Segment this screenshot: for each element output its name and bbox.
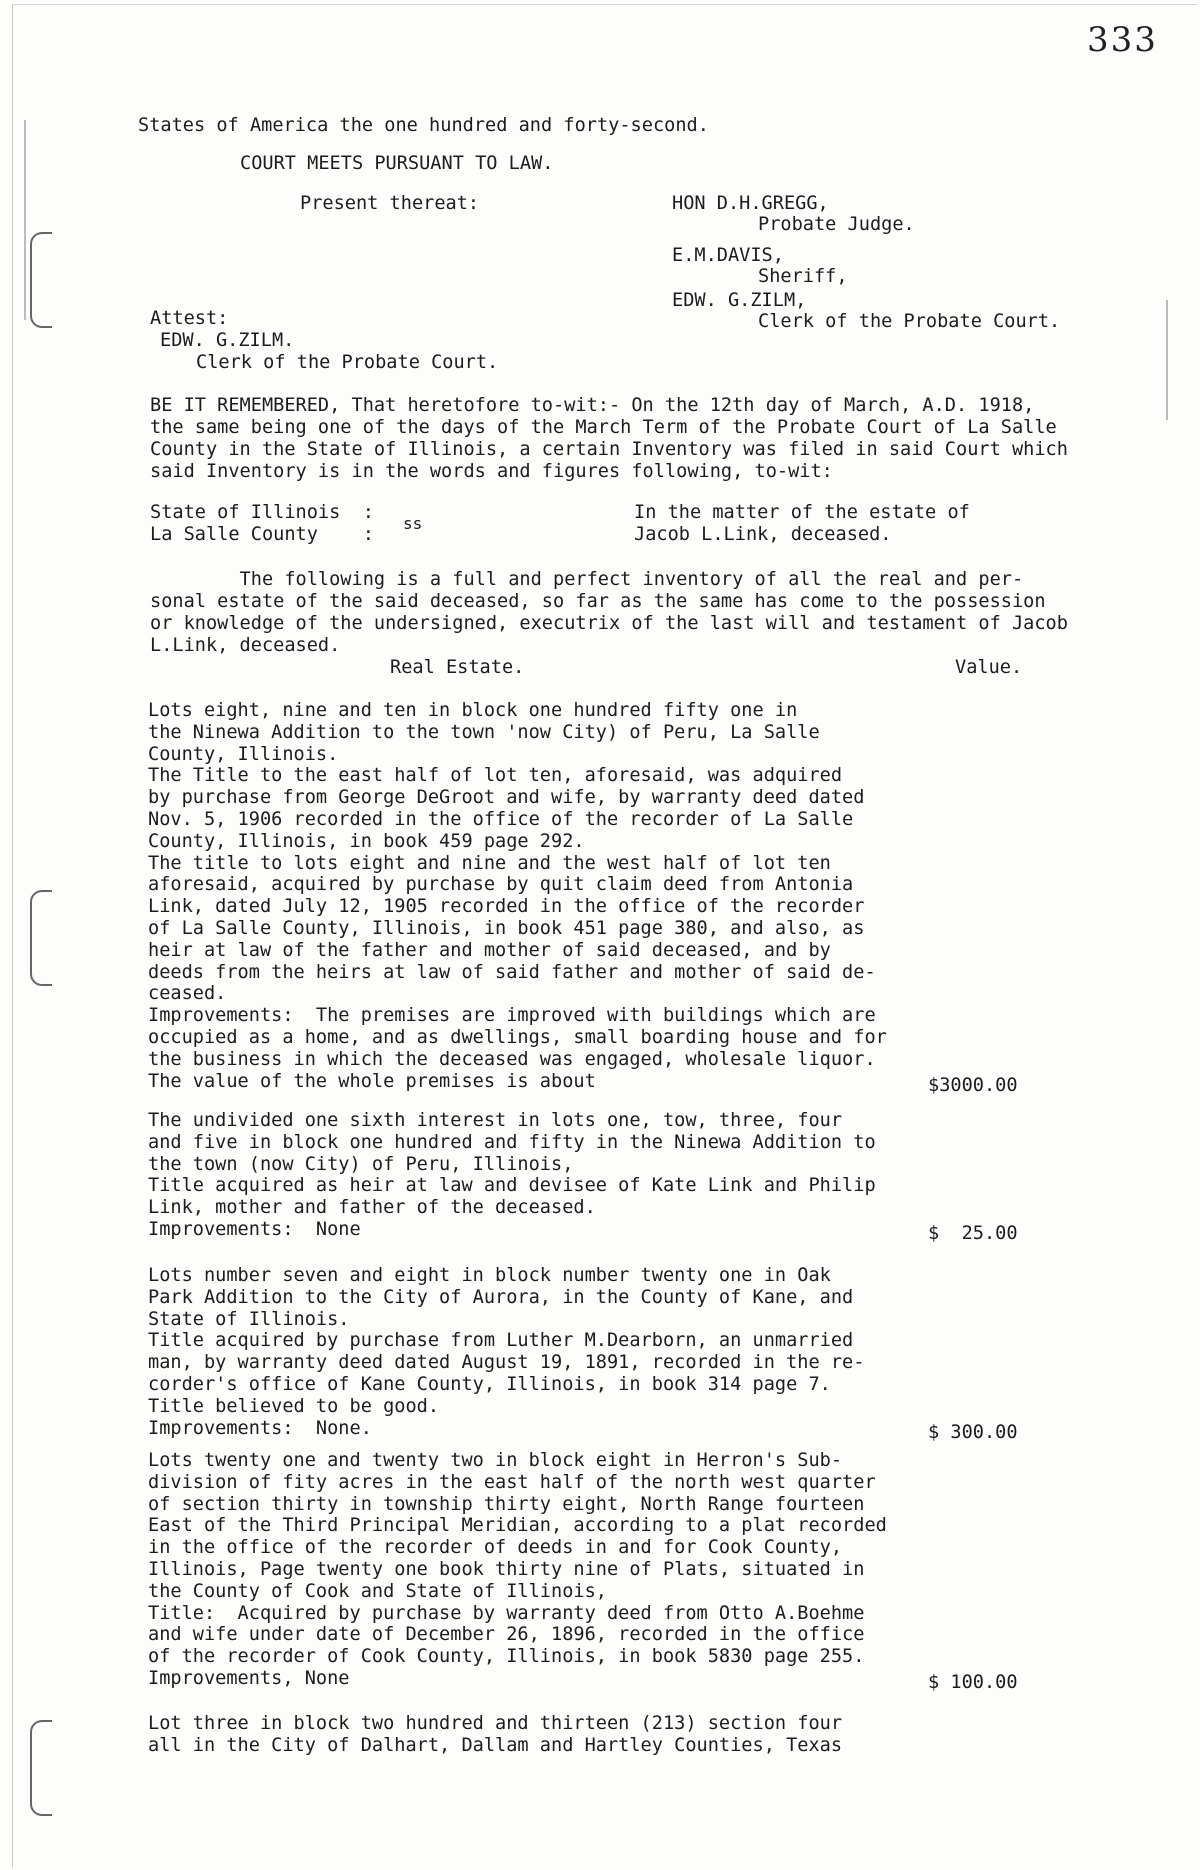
preamble-line: BE IT REMEMBERED, That heretofore to-wit:- On the 12th day of March, A.D. 1918,: [150, 395, 1035, 416]
caption-state: State of Illinois :: [150, 502, 374, 523]
item-line: deeds from the heirs at law of said father and mother of said de-: [148, 961, 876, 983]
item-line: Title acquired as heir at law and devisee of Kate Link and Philip: [148, 1175, 876, 1197]
header-line: States of America the one hundred and forty-second.: [138, 115, 709, 136]
item-line: by purchase from George DeGroot and wife, by warranty deed dated: [148, 787, 865, 809]
item-line: heir at law of the father and mother of said deceased, and by: [148, 939, 831, 961]
court-meets-heading: COURT MEETS PURSUANT TO LAW.: [240, 153, 554, 174]
item-line: ceased.: [148, 983, 227, 1005]
preamble-line: said Inventory is in the words and figures following, to-wit:: [150, 461, 833, 482]
item-line: Illinois, Page twenty one book thirty nine of Plats, situated in: [148, 1559, 865, 1580]
item-line: of the recorder of Cook County, Illinois, in book 5830 page 255.: [148, 1646, 865, 1668]
item-line: the business in which the deceased was engaged, wholesale liquor.: [148, 1048, 876, 1070]
binder-ring-mark: [30, 1720, 52, 1816]
item-line: The Title to the east half of lot ten, aforesaid, was adquired: [148, 765, 843, 787]
item-line: The title to lots eight and nine and the west half of lot ten: [148, 852, 831, 874]
item-line: Link, dated July 12, 1905 recorded in the office of the recorder: [148, 896, 865, 918]
item-line: Lots twenty one and twenty two in block eight in Herron's Sub-: [148, 1450, 843, 1471]
item-line: Improvements: The premises are improved with buildings which are: [148, 1005, 876, 1027]
item-line: the Ninewa Addition to the town 'now City) of Peru, La Salle: [148, 721, 820, 743]
item-line: Lot three in block two hundred and thirteen (213) section four: [148, 1713, 843, 1734]
item-line: occupied as a home, and as dwellings, small boarding house and for: [148, 1027, 887, 1048]
preamble-line: County in the State of Illinois, a certain Inventory was filed in said Court which: [150, 439, 1068, 460]
item-value: $ 300.00: [928, 1421, 1018, 1443]
item-line: the town (now City) of Peru, Illinois,: [148, 1153, 574, 1175]
item-line: Park Addition to the City of Aurora, in the County of Kane, and: [148, 1286, 854, 1308]
item-line: The undivided one sixth interest in lots one, tow, three, four: [148, 1110, 843, 1131]
attest-name: EDW. G.ZILM.: [160, 330, 295, 351]
binder-ring-mark: [30, 890, 52, 986]
item-line: Title: Acquired by purchase by warranty deed from Otto A.Boehme: [148, 1602, 865, 1624]
caption-estate: Jacob L.Link, deceased.: [634, 524, 892, 545]
official-title: Probate Judge.: [758, 214, 915, 235]
item-line: Title acquired by purchase from Luther M.Dearborn, an unmarried: [148, 1330, 854, 1352]
item-line: Lots eight, nine and ten in block one hundred fifty one in: [148, 700, 798, 721]
item-line: and five in block one hundred and fifty in the Ninewa Addition to: [148, 1131, 876, 1153]
item-line: State of Illinois.: [148, 1308, 350, 1330]
item-line: of La Salle County, Illinois, in book 451 page 380, and also, as: [148, 918, 865, 939]
page-number: 333: [1087, 20, 1158, 60]
real-estate-heading: Real Estate.: [390, 657, 525, 678]
item-line: all in the City of Dalhart, Dallam and Hartley Counties, Texas: [148, 1734, 843, 1756]
item-value: $ 25.00: [928, 1223, 1018, 1244]
item-value: $3000.00: [928, 1074, 1018, 1096]
item-line: The value of the whole premises is about: [148, 1070, 596, 1092]
item-line: of section thirty in township thirty eight, North Range fourteen: [148, 1493, 865, 1515]
preamble-line: the same being one of the days of the March Term of the Probate Court of La Salle: [150, 417, 1057, 438]
caption-county: La Salle County :: [150, 524, 374, 545]
official-name: EDW. G.ZILM,: [672, 290, 807, 311]
item-line: Improvements: None: [148, 1219, 361, 1240]
item-line: aforesaid, acquired by purchase by quit claim deed from Antonia: [148, 874, 854, 896]
official-title: Clerk of the Probate Court.: [758, 311, 1061, 332]
official-name: E.M.DAVIS,: [672, 245, 784, 266]
binder-ring-mark: [30, 232, 52, 328]
item-line: corder's office of Kane County, Illinois, in book 314 page 7.: [148, 1374, 831, 1395]
caption-ss: ss: [403, 514, 423, 533]
item-line: the County of Cook and State of Illinois,: [148, 1580, 607, 1602]
item-line: County, Illinois.: [148, 743, 339, 765]
item-value: $ 100.00: [928, 1672, 1018, 1693]
caption-matter: In the matter of the estate of: [634, 502, 970, 523]
item-line: and wife under date of December 26, 1896, recorded in the office: [148, 1624, 865, 1646]
item-line: man, by warranty deed dated August 19, 1891, recorded in the re-: [148, 1352, 865, 1374]
intro-line: sonal estate of the said deceased, so far as the same has come to the possession: [150, 591, 1046, 612]
item-line: Link, mother and father of the deceased.: [148, 1197, 596, 1219]
official-title: Sheriff,: [758, 266, 848, 287]
item-line: in the office of the recorder of deeds in and for Cook County,: [148, 1537, 843, 1559]
item-line: County, Illinois, in book 459 page 292.: [148, 830, 585, 852]
intro-line: or knowledge of the undersigned, executrix of the last will and testament of Jacob: [150, 613, 1068, 634]
value-heading: Value.: [955, 657, 1023, 678]
present-label: Present thereat:: [300, 193, 480, 214]
official-name: HON D.H.GREGG,: [672, 193, 829, 214]
item-line: Improvements: None.: [148, 1417, 372, 1439]
item-line: East of the Third Principal Meridian, according to a plat recorded: [148, 1515, 887, 1537]
attest-label: Attest:: [150, 308, 229, 329]
item-line: Improvements, None: [148, 1668, 350, 1689]
intro-line: The following is a full and perfect inventory of all the real and per-: [150, 569, 1024, 590]
attest-title: Clerk of the Probate Court.: [196, 352, 499, 373]
intro-line: L.Link, deceased.: [150, 635, 341, 656]
item-line: division of fity acres in the east half of the north west quarter: [148, 1471, 876, 1493]
margin-speckle: [24, 120, 26, 320]
item-line: Lots number seven and eight in block number twenty one in Oak: [148, 1265, 831, 1286]
item-line: Nov. 5, 1906 recorded in the office of the recorder of La Salle: [148, 809, 854, 830]
item-line: Title believed to be good.: [148, 1395, 440, 1417]
margin-speckle: [1166, 300, 1168, 420]
